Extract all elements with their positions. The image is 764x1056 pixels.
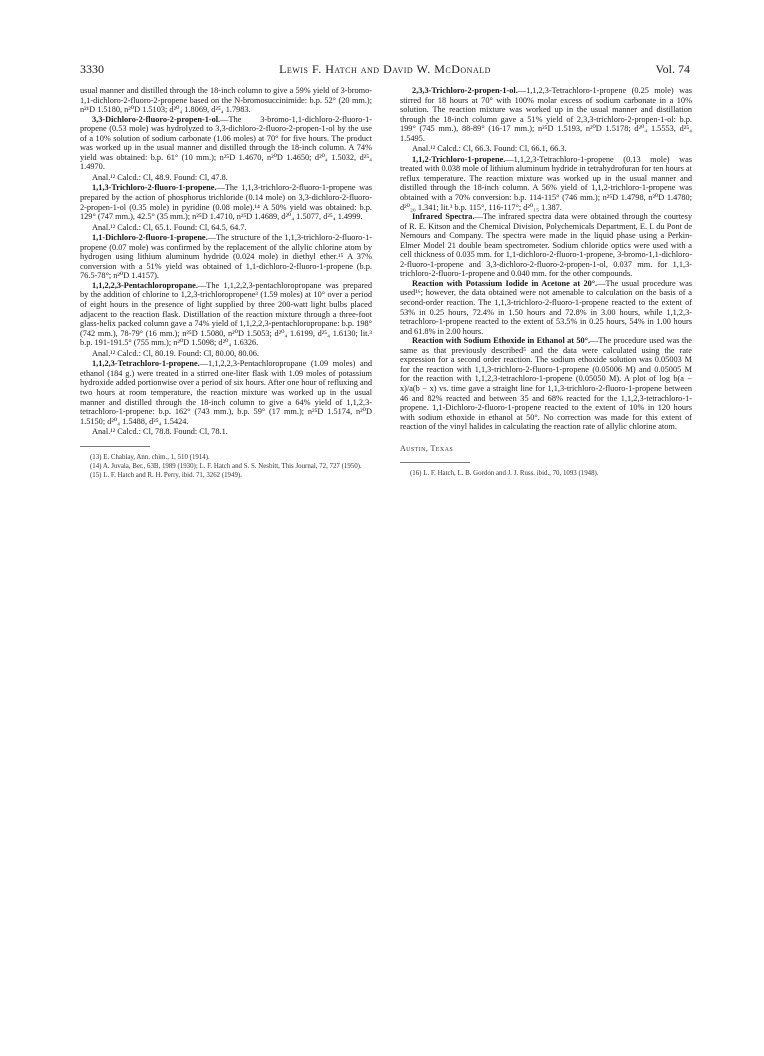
paragraph-body: —The infrared spectra data were obtained through the courtesy of R. E. Kitson and the Chemical Division, Polychemicals Department, E. I. du Pont de Nemours and Company. The spectra were made in the liquid phase using a Perkin-Elmer Model 21 double beam spectrometer. Sodium chloride optics were used with a cell thickness of 0.035 mm. for 1,1-dichloro-2-fluoro-1-propene, 3-bromo-1,1-dichloro-2-fluoro-1-propene and 3,3-dichloro-2-fluoro-2-propen-1-ol, 0.037 mm. for 1,1,3-trichloro-2-fluoro-1-propene and 0.040 mm. for the other compounds.	[400, 212, 692, 279]
right-column	[400, 86, 692, 478]
analysis-line: Anal.¹² Calcd.: Cl, 78.8. Found: Cl, 78.1.	[92, 427, 228, 437]
footnote-divider	[80, 446, 150, 447]
left-column	[80, 86, 372, 480]
paragraph	[80, 281, 372, 348]
section-heading: 1,1,2,2,3-Pentachloropropane.	[92, 280, 198, 290]
affiliation: Austin, Texas	[400, 443, 454, 453]
section-heading: 1,1,2,3-Tetrachloro-1-propene.	[92, 359, 200, 369]
paragraph	[400, 279, 692, 336]
page-number: 3330	[80, 62, 104, 76]
section-heading: Infrared Spectra.	[412, 212, 475, 222]
paragraph-body: —The procedure used was the same as that previously described⁵ and the data were calculated using the rate expression for a second order reaction. The sodium ethoxide solution was 0.05003 M for the reaction with 1,1,3-trichloro-2-fluoro-1-propene (0.05006 M) and 0.05005 M for the reaction with 1,1,2,3-tetrachloro-1-propene (0.05050 M). A plot of log b(a − x)/a(b − x) vs. time gave a straight line for 1,1,3-trichloro-2-fluoro-1-propene between 46 and 82% reacted and between 35 and 68% reacted for the 1,1,2,3-tetrachloro-1-propene. 1,1-Dichloro-2-fluoro-1-propene reacted to the extent of 10% in 120 hours with sodium ethoxide in ethanol at 50°. No correction was made for this extent of reaction of the vinyl halides in calculating the reaction rate of allylic chlorine atom.	[400, 336, 692, 432]
analysis-line: Anal.¹² Calcd.: Cl, 80.19. Found: Cl, 80.00, 80.06.	[92, 348, 259, 358]
footnote: (16) L. F. Hatch, L. B. Gordon and J. J. Russ. ibid., 70, 1093 (1948).	[410, 470, 599, 478]
paragraph	[400, 86, 692, 143]
analysis-line: Anal.¹² Calcd.: Cl, 66.3. Found: Cl, 66.1, 66.3.	[412, 144, 567, 154]
footnote: (15) L. F. Hatch and R. H. Perry, ibid. 71, 3262 (1949).	[90, 471, 242, 479]
paragraph	[400, 212, 692, 279]
footnote: (14) A. Juvala, Ber., 63B, 1989 (1930); L. F. Hatch and S. S. Nesbitt, This Journal, 72, 727 (1950).	[90, 462, 362, 470]
running-header	[80, 62, 690, 78]
paragraph-body: —The structure of the 1,1,3-trichloro-2-fluoro-1-propene (0.07 mole) was confirmed by the replacement of the allylic chlorine atom by hydrogen using lithium aluminum hydride (0.024 mole) in diethyl ether.¹⁵ A 37% conversion with a 51% yield was obtained of 1,1-dichloro-2-fluoro-1-propene (b.p. 76.5-78°; n²⁰D 1.4157).	[80, 233, 372, 281]
section-heading: 2,3,3-Trichloro-2-propen-1-ol.	[412, 86, 518, 95]
section-heading: 3,3-Dichloro-2-fluoro-2-propen-1-ol.	[92, 114, 221, 124]
paragraph-body: —The 1,1,3-trichloro-2-fluoro-1-propene was prepared by the action of phosphorus trichloride (0.14 mole) on 3,3-dichloro-2-fluoro-2-propen-1-ol (0.35 mole) in pyridine (0.08 mole).¹⁴ A 50% yield was obtained: b.p. 129° (747 mm.), 42.5° (35 mm.); n²⁵D 1.4710, n²⁵D 1.4689, d²⁰₄ 1.5077, d²⁵₄ 1.4999.	[80, 183, 372, 222]
section-heading: 1,1,2-Trichloro-1-propene.	[412, 154, 506, 164]
analysis-line: Anal.¹² Calcd.: Cl, 65.1. Found: Cl, 64.5, 64.7.	[92, 222, 247, 232]
paragraph	[400, 336, 692, 431]
section-heading: 1,1-Dichloro-2-fluoro-1-propene.	[92, 233, 208, 243]
footnote: (13) E. Chablay, Ann. chim., 1, 510 (1914).	[90, 453, 210, 461]
paragraph-body: —The 3-bromo-1,1-dichloro-2-fluoro-1-propene (0.53 mole) was hydrolyzed to 3,3-dichloro-2-fluoro-2-propen-1-ol by the use of a 10% solution of sodium carbonate (1.06 moles) at 70° for five hours. The product was worked up in the usual manner and distilled through the 18-inch column. A 74% yield was obtained: b.p. 61° (10 mm.); n²⁵D 1.4670, n²⁰D 1.4650; d²⁰₄ 1.5032, d²⁵₄ 1.4970.	[80, 114, 372, 172]
paragraph-body: —The usual procedure was used¹⁶; however, the data obtained were not amenable to calculation on the basis of a second-order reaction. The 1,1,3-trichloro-2-fluoro-1-propene reacted to the extent of 53% in 0.25 hours, 72.4% in 1.50 hours and 72.8% in 3.00 hours, while 1,1,2,3-tetrachloro-1-propene reacted to the extent of 53.5% in 0.25 hours, 54% in 1.00 hours and 61.8% in 2.00 hours.	[400, 278, 692, 336]
section-heading: Reaction with Potassium Iodide in Acetone at 20°.	[412, 278, 598, 288]
section-heading: 1,1,3-Trichloro-2-fluoro-1-propene.	[92, 183, 217, 193]
section-heading: Reaction with Sodium Ethoxide in Ethanol at 50°.	[412, 336, 591, 346]
paragraph-body: —The 1,1,2,2,3-pentachloropropane was prepared by the addition of chlorine to 1,2,3-trichloropropene³ (1.59 moles) at 10° over a period of eight hours in the presence of light supplied by three 200-watt light bulbs placed adjacent to the reaction flask. Distillation of the reaction mixture through a three-foot glass-helix packed column gave a 74% yield of 1,1,2,2,3-pentachloropropane: b.p. 198° (742 mm.), 78-79° (16 mm.); n²⁵D 1.5080, n²⁰D 1.5053; d²⁰₄ 1.6199, d²⁵₄ 1.6130; lit.³ b.p. 191-191.5° (755 mm.); n²⁰D 1.5098; d²⁰₄ 1.6326.	[80, 280, 372, 348]
footnotes	[80, 453, 372, 480]
footnote-divider	[400, 462, 470, 463]
paragraph	[80, 115, 372, 172]
analysis-line: Anal.¹² Calcd.: Cl, 48.9. Found: Cl, 47.8.	[92, 172, 228, 182]
paragraph-body: —1,1,2,3-Tetrachloro-1-propene (0.13 mole) was treated with 0.038 mole of lithium aluminum hydride in tetrahydrofuran for ten hours at reflux temperature. The reaction mixture was worked up in the usual manner and distilled through the 18-inch column. A 56% yield of 1,1,2-trichloro-1-propene was obtained with a 70% conversion: b.p. 114-115° (746 mm.); n²⁵D 1.4798, n²⁰D 1.4780; d²⁰₂₀ 1.341; lit.³ b.p. 115°, 116-117°; d²⁰₁₅ 1.387.	[400, 154, 692, 212]
running-header-authors: Lewis F. Hatch and David W. McDonald	[279, 62, 491, 76]
paragraph: usual manner and distilled through the 18-inch column to give a 59% yield of 3-bromo-1,1-dichloro-2-fluoro-2-propene based on the N-bromosuccinimide: b.p. 52° (20 mm.); n²¹D 1.5180, n²⁰D 1.5103; d²⁰₄ 1.8069, d²⁵₄ 1.7983.	[80, 86, 372, 115]
footnotes	[400, 469, 692, 478]
paragraph-body: —1,1,2,3-Tetrachloro-1-propene (0.25 mole) was stirred for 18 hours at 70° with 100% molar excess of sodium carbonate in a 10% solution. The reaction mixture was worked up in the usual manner and distillation through the 18-inch column gave a 51% yield of 2,3,3-trichloro-2-propen-1-ol: b.p. 199° (745 mm.), 88-89° (16-17 mm.); n²⁵D 1.5193, n²⁰D 1.5178; d²⁰₄ 1.5553, d²⁵₄ 1.5495.	[400, 86, 692, 143]
paragraph	[80, 183, 372, 221]
paragraph	[80, 359, 372, 426]
paragraph	[80, 233, 372, 281]
paragraph-body: —1,1,2,2,3-Pentachloropropane (1.09 moles) and ethanol (184 g.) were treated in a stirred one-liter flask with 1.09 moles of potassium hydroxide added portionwise over a period of six hours. After one hour of refluxing and two hours at room temperature, the reaction mixture was worked up in the usual manner and distilled through the 18-inch column to give a 64% yield of 1,1,2,3-tetrachloro-1-propene: b.p. 162° (743 mm.), b.p. 59° (17 mm.); n²⁵D 1.5174, n²⁰D 1.5150; d²⁰₄ 1.5488, d²⁵₄ 1.5424.	[80, 359, 372, 426]
paragraph	[400, 155, 692, 212]
volume-label: Vol. 74	[655, 62, 690, 76]
